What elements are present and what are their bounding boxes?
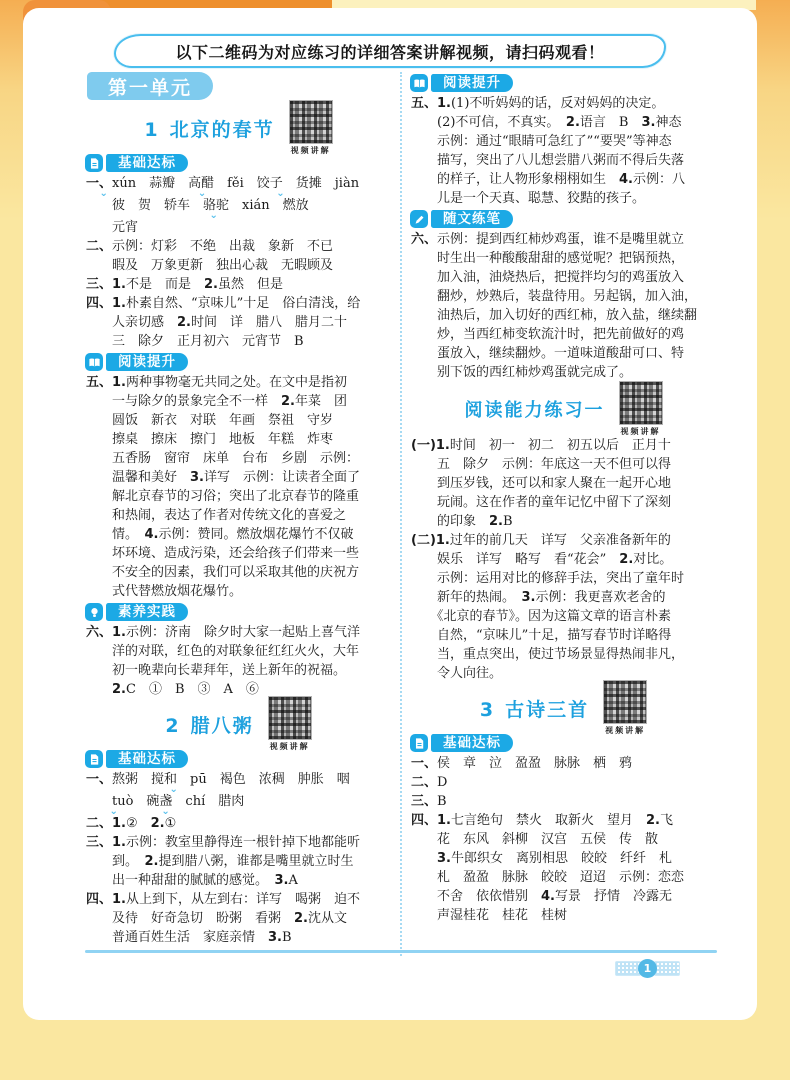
answer-line: 四、1.七言绝句 禁火 取新火 望月 2.飞 — [411, 813, 673, 828]
answer-line: 三、B — [411, 794, 447, 809]
answer-line: 当，重点突出，使过节场景显得热闹非凡， — [411, 647, 685, 662]
lesson-3-number: 3 — [479, 698, 496, 721]
lesson-2-qr-block — [268, 696, 312, 752]
page-number-badge — [615, 959, 680, 978]
answer-line: (二)1.过年的前几天 详写 父亲准备新年的 — [411, 533, 671, 548]
answer-line: 3.牛郎织女 离别相思 皎皎 纤纤 札 — [437, 851, 673, 866]
page-number: 1 — [638, 959, 657, 978]
answer-line: (一)1.时间 初一 初二 初五以后 正月十 — [411, 438, 671, 453]
answer-line: 一、侯 章 泣 盈盈 脉脉 栖 鸦 — [411, 756, 633, 771]
section-label: 基础达标 — [106, 154, 188, 172]
lesson-1-name: 北京的春节 — [169, 118, 275, 141]
section-header-practice — [85, 603, 392, 621]
answer-line: 解北京春节的习俗；突出了北京春节的隆重 — [86, 489, 360, 504]
answer-line: 翻炒，炒熟后，装盘待用。另起锅，加入油， — [411, 289, 698, 304]
qr-code — [619, 381, 663, 425]
answer-line: 六、示例：提到西红柿炒鸡蛋，谁不是嘴里就立 — [411, 232, 685, 247]
answer-line: 五 除夕 示例：年底这一天不但可以得 — [411, 457, 672, 472]
answer-line: 儿是一个天真、聪慧、狡黠的孩子。 — [411, 191, 646, 206]
lesson-2-number: 2 — [165, 714, 181, 737]
answer-line: 洋的对联，红色的对联象征红红火火，大年 — [86, 644, 360, 659]
answer-line: 2.C ① B ③ A ⑥ — [112, 682, 259, 697]
section-header-basic-1 — [85, 154, 392, 172]
lesson-3-header — [410, 684, 717, 735]
answer-line: 初一晚辈向长辈拜年，送上新年的祝福。 — [86, 663, 347, 678]
right-column — [410, 72, 717, 956]
answer-line: ⌄ — [86, 784, 178, 795]
qr-caption: 视频讲解 — [269, 742, 310, 751]
answer-line: 温馨和美好 3.详写 示例：让读者全面了 — [86, 470, 361, 485]
answer-line: 元宵 — [86, 220, 139, 235]
section-label: 随文练笔 — [431, 210, 513, 228]
answer-line: 别下饭的西红柿炒鸡蛋就完成了。 — [411, 365, 633, 380]
answer-line: 坏环境、造成污染，还会给孩子们带来一些 — [86, 546, 360, 561]
book-icon — [85, 353, 103, 371]
answer-line: 普通百姓生活 家庭亲情 3.B — [86, 930, 292, 945]
answer-line: 出一种甜甜的腻腻的感觉。 3.A — [86, 873, 298, 888]
section-label: 基础达标 — [106, 750, 188, 768]
answer-line: tuò 碗盏 chí 腊肉 — [86, 794, 245, 809]
lesson-3-name: 古诗三首 — [505, 698, 590, 721]
answer-line: 五、1.两种事物毫无共同之处。在文中是指初 — [86, 375, 347, 390]
answer-line: 式代替燃放烟花爆竹。 — [86, 584, 243, 599]
column-divider — [400, 72, 402, 956]
practice-header — [410, 384, 717, 434]
workbook-page — [23, 8, 757, 1020]
answer-line: 示例：运用对比的修辞手法，突出了童年时 — [411, 571, 685, 586]
answers-basic-3 — [411, 754, 717, 925]
answer-line: 和热闹，表达了作者对传统文化的喜爱之 — [86, 508, 347, 523]
qr-code — [268, 696, 312, 740]
answers-practice-exercise — [411, 436, 717, 683]
answer-line: 示例：通过“眼睛可急红了”“要哭”等神态 — [411, 134, 672, 149]
answer-line: 声湿桂花 桂花 桂树 — [411, 908, 568, 923]
answer-line: 新年的热闹。 3.示例：我更喜欢老舍的 — [411, 590, 666, 605]
answer-line: 六、1.示例：济南 除夕时大家一起贴上喜气洋 — [86, 625, 360, 640]
answer-line: ⌄ — [86, 210, 218, 221]
answer-line: 炒，当西红柿变软流汁时，把先前做好的鸡 — [411, 327, 685, 342]
columns — [85, 72, 717, 956]
answer-line: 自然，“京味儿”十足，描写春节时详略得 — [411, 628, 672, 643]
qr-caption: 视频讲解 — [620, 427, 661, 436]
answer-line: 二、D — [411, 775, 448, 790]
lesson-3-qr-block — [603, 680, 647, 736]
lesson-2-header — [85, 700, 392, 751]
answer-line: 彼 贺 轿车 骆驼 xián 燃放 — [86, 198, 309, 213]
document-icon — [85, 154, 103, 172]
section-header-reading-2 — [410, 74, 717, 92]
answer-line: 玩闹。这在作者的童年记忆中留下了深刻 — [411, 495, 672, 510]
section-label: 阅读提升 — [106, 353, 188, 371]
section-label: 素养实践 — [106, 603, 188, 621]
answers-practice — [86, 623, 392, 699]
answer-line: (2)不可信，不真实。 2.语言 B 3.神态 — [411, 115, 682, 130]
lightbulb-icon — [85, 603, 103, 621]
lesson-1-qr-block — [289, 100, 333, 156]
document-icon — [410, 734, 428, 752]
lesson-1-header — [85, 104, 392, 155]
qr-caption: 视频讲解 — [605, 726, 646, 735]
answer-line: 五香肠 窗帘 床单 台布 乡剧 示例： — [86, 451, 360, 466]
lesson-2-name: 腊八粥 — [190, 714, 254, 737]
qr-caption: 视频讲解 — [290, 146, 331, 155]
practice-qr-block — [619, 381, 663, 437]
answer-line: 油热后，加入切好的西红柿，放入盐，继续翻 — [411, 308, 698, 323]
lesson-1-title — [144, 115, 274, 142]
answer-line: ⌄ ⌄ ⌄ — [86, 188, 285, 199]
answer-line: 描写，突出了八儿想尝腊八粥而不得后失落 — [411, 153, 685, 168]
answer-line: 到。 2.提到腊八粥，谁都是嘴里就立时生 — [86, 854, 354, 869]
section-header-reading-1 — [85, 353, 392, 371]
answer-line: 花 东风 斜柳 汉宫 五侯 传 散 — [411, 832, 659, 847]
answer-line: 四、1.从上到下，从左到右：详写 喝粥 迫不 — [86, 892, 360, 907]
answers-reading-1 — [86, 373, 392, 601]
answers-writing — [411, 230, 717, 382]
answer-line: 娱乐 详写 略写 看“花会” 2.对比。 — [411, 552, 673, 567]
practice-title: 阅读能力练习一 — [464, 400, 605, 421]
answer-line: 加入油，油烧热后，把搅拌均匀的鸡蛋放入 — [411, 270, 685, 285]
answer-line: 一、熬粥 搅和 pū 褐色 浓稠 肿胀 咽 — [86, 772, 350, 787]
answer-line: 令人向往。 — [411, 666, 503, 681]
answer-line: 札 盈盈 脉脉 皎皎 迢迢 示例：恋恋 — [411, 870, 685, 885]
answer-line: 二、1.② 2.① — [86, 816, 177, 831]
answer-line: 的印象 2.B — [411, 514, 513, 529]
answer-line: 蛋放入，继续翻炒。一道味道酸甜可口、特 — [411, 346, 685, 361]
book-icon — [410, 74, 428, 92]
answer-line: 二、示例：灯彩 不绝 出裁 象新 不已 — [86, 239, 334, 254]
left-column — [85, 72, 392, 956]
qr-code — [603, 680, 647, 724]
answer-line: 不安全的因素，我们可以采取其他的庆祝方 — [86, 565, 360, 580]
qr-code — [289, 100, 333, 144]
answer-line: 擦桌 擦床 擦门 地板 年糕 炸枣 — [86, 432, 334, 447]
answer-line: 三、1.示例：教室里静得连一根针掉下地都能听 — [86, 835, 360, 850]
answers-reading-2 — [411, 94, 717, 208]
answer-line: 《北京的春节》。因为这篇文章的语言朴素 — [411, 609, 672, 624]
answers-basic-2 — [86, 770, 392, 947]
answer-line: 一、xún 蒜瓣 高醋 fěi 饺子 货摊 jiàn — [86, 176, 360, 191]
section-label: 阅读提升 — [431, 74, 513, 92]
document-icon — [85, 750, 103, 768]
answer-line: 三、1.不是 而是 2.虽然 但是 — [86, 277, 283, 292]
scan-notice-text: 以下二维码为对应练习的详细答案讲解视频，请扫码观看！ — [175, 42, 605, 62]
answer-line: 三 除夕 正月初六 元宵节 B — [86, 334, 304, 349]
answer-line: 圆饭 新衣 对联 年画 祭祖 守岁 — [86, 413, 334, 428]
answer-line: 五、1.(1)不听妈妈的话，反对妈妈的决定。 — [411, 96, 665, 111]
pencil-icon — [410, 210, 428, 228]
answers-basic-1 — [86, 174, 392, 351]
section-header-writing — [410, 210, 717, 228]
section-header-basic-2 — [85, 750, 392, 768]
footer-rule — [85, 950, 717, 953]
section-header-basic-3 — [410, 734, 717, 752]
answer-line: 四、1.朴素自然、“京味儿”十足 俗白清浅，给 — [86, 296, 361, 311]
answer-line: ⌄ ⌄ — [86, 806, 170, 817]
answer-line: 到压岁钱，还可以和家人聚在一起开心地 — [411, 476, 672, 491]
answer-line: 不舍 依依惜别 4.写景 抒情 冷露无 — [411, 889, 673, 904]
answer-line: 暇及 万象更新 独出心裁 无暇顾及 — [86, 258, 334, 273]
lesson-3-title — [480, 695, 589, 722]
lesson-2-title — [165, 711, 253, 738]
answer-line: 人亲切感 2.时间 详 腊八 腊月二十 — [86, 315, 348, 330]
answer-line: 一与除夕的景象完全不一样 2.年菜 团 — [86, 394, 348, 409]
scan-notice-banner — [114, 34, 666, 68]
answer-line: 情。 4.示例：赞同。燃放烟花爆竹不仅破 — [86, 527, 354, 542]
lesson-1-number: 1 — [144, 118, 160, 141]
badge-decoration-right — [654, 961, 680, 976]
answer-line: 的样子，让人物形象栩栩如生 4.示例：八 — [411, 172, 686, 187]
unit-banner: 第一单元 — [87, 72, 213, 100]
section-label: 基础达标 — [431, 734, 513, 752]
answer-line: 时生出一种酸酸甜甜的感觉呢？把锅预热， — [411, 251, 685, 266]
answer-line: 及待 好奇急切 盼粥 看粥 2.沈从文 — [86, 911, 348, 926]
